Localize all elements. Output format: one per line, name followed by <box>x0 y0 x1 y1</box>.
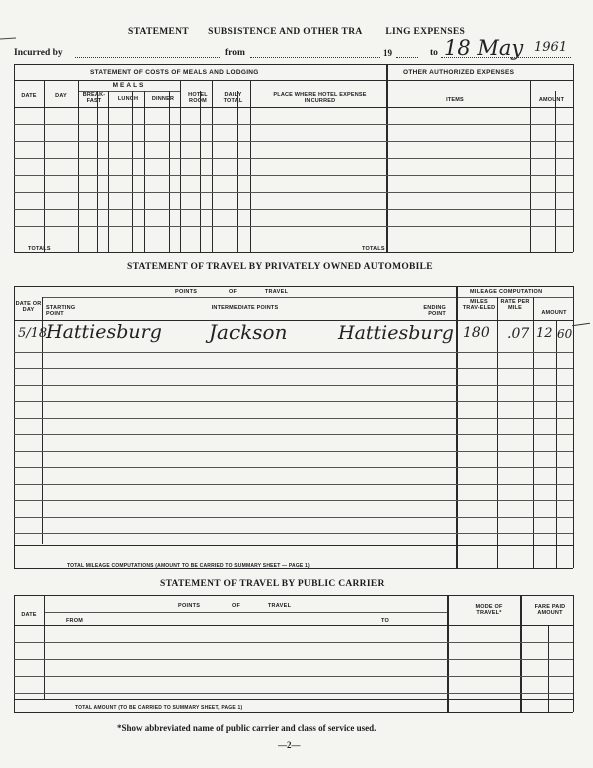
title-part-3: LING EXPENSES <box>385 27 466 37</box>
to-date-field <box>441 57 571 58</box>
auto-row-rate[interactable]: .07 <box>507 326 530 342</box>
auto-col-miles: MILES TRAV-ELED <box>462 299 496 311</box>
year-prefix-label: 19 <box>383 48 392 58</box>
col-other-amount: AMOUNT <box>538 97 565 103</box>
col-daily-total: DAILY TOTAL <box>223 92 243 104</box>
col-dinner: DINNER <box>151 96 175 102</box>
other-totals-label: TOTALS <box>362 246 385 252</box>
to-label: to <box>430 48 438 58</box>
meals-group-label: MEALS <box>112 82 146 89</box>
footnote: *Show abbreviated name of public carrier and class of service used. <box>117 723 377 733</box>
mileage-heading: MILEAGE COMPUTATION <box>470 289 543 295</box>
carrier-col-fare: FARE PAID AMOUNT <box>534 604 566 616</box>
carrier-col-from: FROM <box>66 618 83 624</box>
col-date: DATE <box>21 93 37 99</box>
from-date-field[interactable] <box>250 57 380 58</box>
incurred-by-field[interactable] <box>75 57 220 58</box>
year-handwritten[interactable]: 1961 <box>534 40 568 55</box>
auto-col-date: DATE OR DAY <box>15 301 42 313</box>
col-lunch: LUNCH <box>117 96 139 102</box>
auto-row-amount-cents[interactable]: 60 <box>557 327 573 341</box>
col-day: DAY <box>55 93 67 99</box>
title-part-1: STATEMENT <box>128 27 189 37</box>
meals-totals-label: TOTALS <box>28 246 51 252</box>
title-part-2: SUBSISTENCE AND OTHER TRA <box>208 27 362 37</box>
auto-row-start[interactable]: Hattiesburg <box>46 321 162 343</box>
carrier-col-mode: MODE OF TRAVEL* <box>475 604 503 616</box>
auto-points-label <box>175 289 288 295</box>
auto-col-rate: RATE PER MILE <box>500 299 530 311</box>
auto-row-end[interactable]: Hattiesburg <box>338 322 454 344</box>
carrier-points-label <box>178 603 291 609</box>
auto-heading: STATEMENT OF TRAVEL BY PRIVATELY OWNED AUTOMOBILE <box>127 262 433 272</box>
amount-pen-stroke <box>572 323 590 326</box>
incurred-by-label: Incurred by <box>14 48 63 58</box>
carrier-travel-word: TRAVEL <box>267 603 292 609</box>
carrier-col-date: DATE <box>21 612 37 618</box>
auto-col-start: STARTING POINT <box>46 305 76 317</box>
to-date-handwritten[interactable]: 18 May <box>444 36 524 60</box>
other-expenses-heading: OTHER AUTHORIZED EXPENSES <box>403 69 515 76</box>
col-items: ITEMS <box>446 97 464 103</box>
auto-travel-word: TRAVEL <box>264 289 289 295</box>
auto-points-word: POINTS <box>175 289 198 295</box>
auto-row-date[interactable]: 5/18 <box>18 326 48 341</box>
auto-col-amount: AMOUNT <box>541 310 567 316</box>
col-breakfast: BREAK-FAST <box>82 92 106 104</box>
auto-col-end: ENDING POINT <box>423 305 446 317</box>
auto-col-intermediate: INTERMEDIATE POINTS <box>211 305 279 311</box>
page-number: —2— <box>278 740 301 750</box>
carrier-heading: STATEMENT OF TRAVEL BY PUBLIC CARRIER <box>160 579 385 589</box>
carrier-col-to: TO <box>381 618 389 624</box>
carrier-total-label: TOTAL AMOUNT (TO BE CARRIED TO SUMMARY SHEET, PAGE 1) <box>75 705 243 711</box>
col-place: PLACE WHERE HOTEL EXPENSE INCURRED <box>273 92 367 104</box>
from-label: from <box>225 48 245 58</box>
auto-row-miles[interactable]: 180 <box>463 325 490 341</box>
form-title <box>128 27 465 37</box>
year-field-1[interactable] <box>396 57 418 58</box>
auto-of-word: OF <box>228 289 238 295</box>
pen-mark <box>0 37 16 39</box>
auto-row-amount-dollars[interactable]: 12 <box>536 326 553 341</box>
carrier-points-word: POINTS <box>178 603 201 609</box>
meals-heading: STATEMENT OF COSTS OF MEALS AND LODGING <box>90 69 259 76</box>
col-hotel-room: HOTEL ROOM <box>188 92 208 104</box>
auto-row-intermediate[interactable]: Jackson <box>209 320 288 344</box>
carrier-of-word: OF <box>231 603 241 609</box>
auto-total-label: TOTAL MILEAGE COMPUTATIONS (AMOUNT TO BE CARRIED TO SUMMARY SHEET — PAGE 1) <box>67 563 310 569</box>
